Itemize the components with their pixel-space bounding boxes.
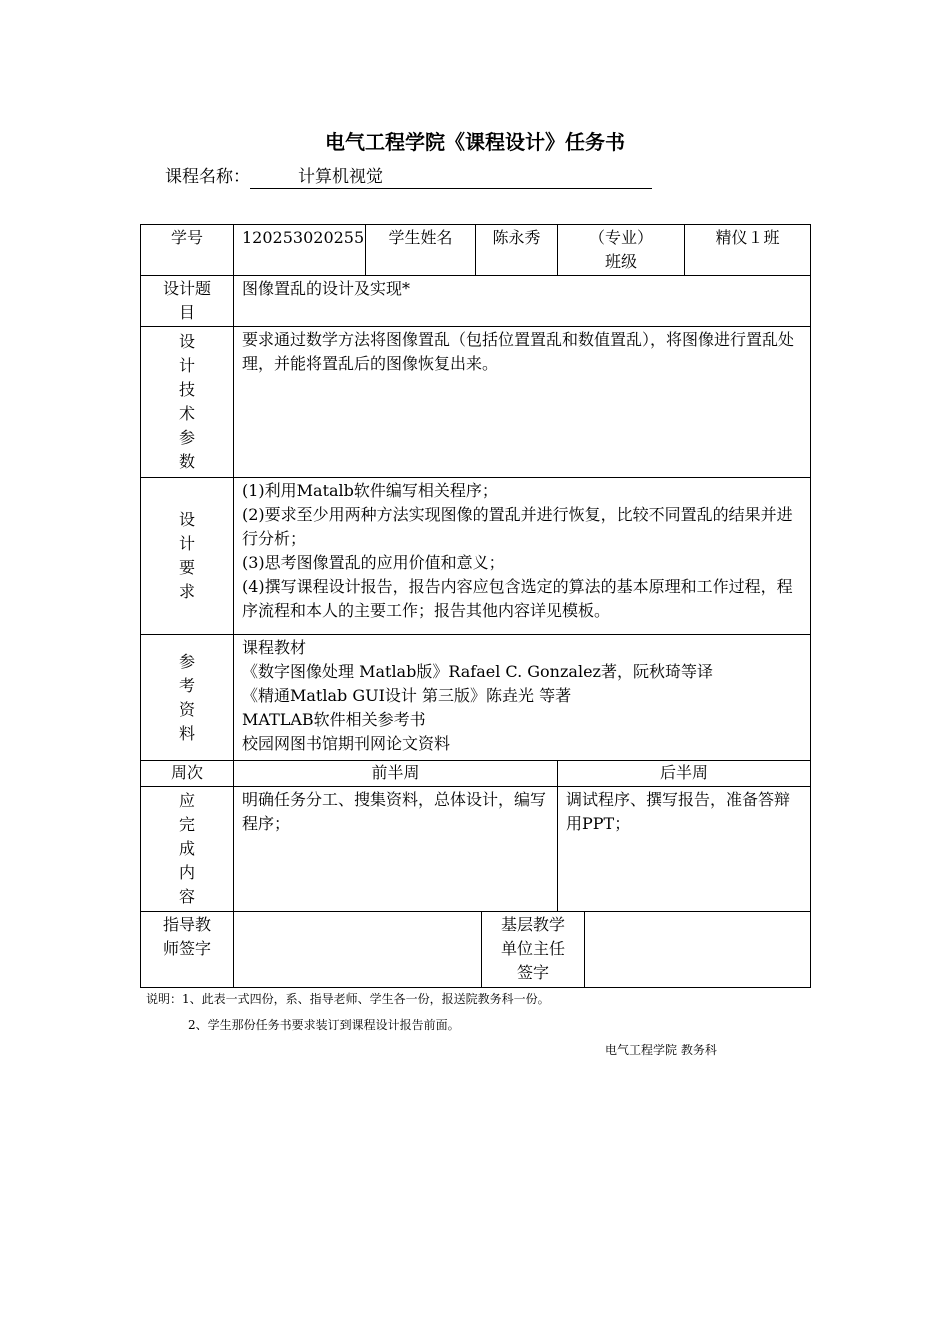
topic-row (141, 276, 811, 327)
director-signature-field[interactable] (585, 912, 811, 988)
course-name-row (165, 162, 652, 189)
content-label (141, 787, 234, 912)
schedule-header-row (141, 761, 811, 787)
params-label-char: 设 (178, 332, 195, 351)
params-label (141, 327, 234, 478)
director-label-line2: 单位主任 (500, 939, 565, 958)
teacher-label-line1: 指导教 (162, 915, 211, 934)
params-label-char: 数 (178, 452, 195, 471)
requirements-list (234, 478, 811, 635)
student-id-value: 120253020255 (234, 225, 366, 276)
references-label-char: 料 (178, 723, 195, 743)
reference-item: 《数字图像处理 Matlab版》Rafael C. Gonzalez著，阮秋琦等译 (242, 662, 713, 681)
teacher-signature-field[interactable] (234, 912, 482, 988)
schedule-content-row (141, 787, 811, 912)
week-label: 周次 (141, 761, 234, 787)
task-form-table (140, 224, 811, 988)
requirement-item: (3)思考图像置乱的应用价值和意义； (242, 553, 505, 572)
requirements-label-char: 要 (178, 558, 195, 577)
class-label-line2: 班级 (605, 252, 638, 271)
course-name-label: 课程名称： (165, 167, 250, 187)
content-label-char: 成 (178, 839, 195, 858)
requirements-row (141, 478, 811, 635)
params-label-char: 计 (178, 356, 195, 375)
student-name-label: 学生姓名 (366, 225, 476, 276)
params-label-char: 技 (178, 380, 195, 399)
references-label-char: 考 (178, 675, 195, 695)
signature-row (141, 912, 811, 988)
requirements-label-char: 计 (178, 534, 195, 553)
second-half-label: 后半周 (558, 761, 811, 787)
requirements-label-char: 求 (178, 582, 195, 601)
reference-item: 校园网图书馆期刊网论文资料 (242, 734, 451, 753)
class-value: 精仪１班 (685, 225, 811, 276)
params-label-char: 术 (178, 404, 195, 423)
topic-label-line2: 目 (178, 303, 195, 322)
requirement-item: (1)利用Matalb软件编写相关程序； (242, 481, 498, 500)
note-line-1: 说明：1、此表一式四份，系、指导老师、学生各一份，报送院教务科一份。 (146, 992, 550, 1006)
reference-item: 《精通Matlab GUI设计 第三版》陈垚光 等著 (242, 686, 572, 705)
content-label-char: 完 (178, 815, 195, 834)
requirements-label (141, 478, 234, 635)
first-half-label: 前半周 (234, 761, 558, 787)
references-row (141, 635, 811, 761)
teacher-label-line2: 师签字 (162, 939, 211, 958)
course-name-value: 计算机视觉 (250, 166, 652, 189)
params-text: 要求通过数学方法将图像置乱（包括位置置乱和数值置乱），将图像进行置乱处理，并能将置乱后的图像恢复出来。 (234, 327, 811, 478)
topic-label-line1: 设计题 (162, 279, 211, 298)
requirement-item: (4)撰写课程设计报告，报告内容应包含选定的算法的基本原理和工作过程，程序流程和本人的主要工作；报告其他内容详见模板。 (242, 577, 793, 620)
class-label (558, 225, 685, 276)
references-label-char: 资 (178, 699, 195, 719)
second-half-content: 调试程序、撰写报告，准备答辩用PPT； (558, 787, 811, 912)
director-label-line3: 签字 (516, 963, 549, 982)
class-label-line1: （专业） (589, 228, 654, 247)
reference-item: MATLAB软件相关参考书 (242, 710, 426, 729)
params-label-char: 参 (178, 428, 195, 447)
student-info-row (141, 225, 811, 276)
content-label-char: 应 (178, 791, 195, 810)
reference-item: 课程教材 (242, 638, 307, 657)
director-label-line1: 基层教学 (500, 915, 565, 934)
first-half-content: 明确任务分工、搜集资料，总体设计，编写程序； (234, 787, 558, 912)
student-name-value: 陈永秀 (476, 225, 558, 276)
references-label (141, 635, 234, 761)
teacher-signature-label (141, 912, 234, 988)
topic-label (141, 276, 234, 327)
params-row (141, 327, 811, 478)
director-signature-label (482, 912, 585, 988)
requirement-item: (2)要求至少用两种方法实现图像的置乱并进行恢复，比较不同置乱的结果并进行分析； (242, 505, 793, 548)
page-title: 电气工程学院《课程设计》任务书 (325, 130, 625, 154)
issuer-note: 电气工程学院 教务科 (605, 1043, 717, 1057)
note-line-2: 2、学生那份任务书要求装订到课程设计报告前面。 (188, 1018, 460, 1032)
content-label-char: 内 (178, 863, 195, 882)
requirements-label-char: 设 (178, 510, 195, 529)
student-id-label: 学号 (141, 225, 234, 276)
references-label-char: 参 (178, 651, 195, 671)
topic-value: 图像置乱的设计及实现* (234, 276, 811, 327)
references-list (234, 635, 811, 761)
content-label-char: 容 (178, 887, 195, 906)
